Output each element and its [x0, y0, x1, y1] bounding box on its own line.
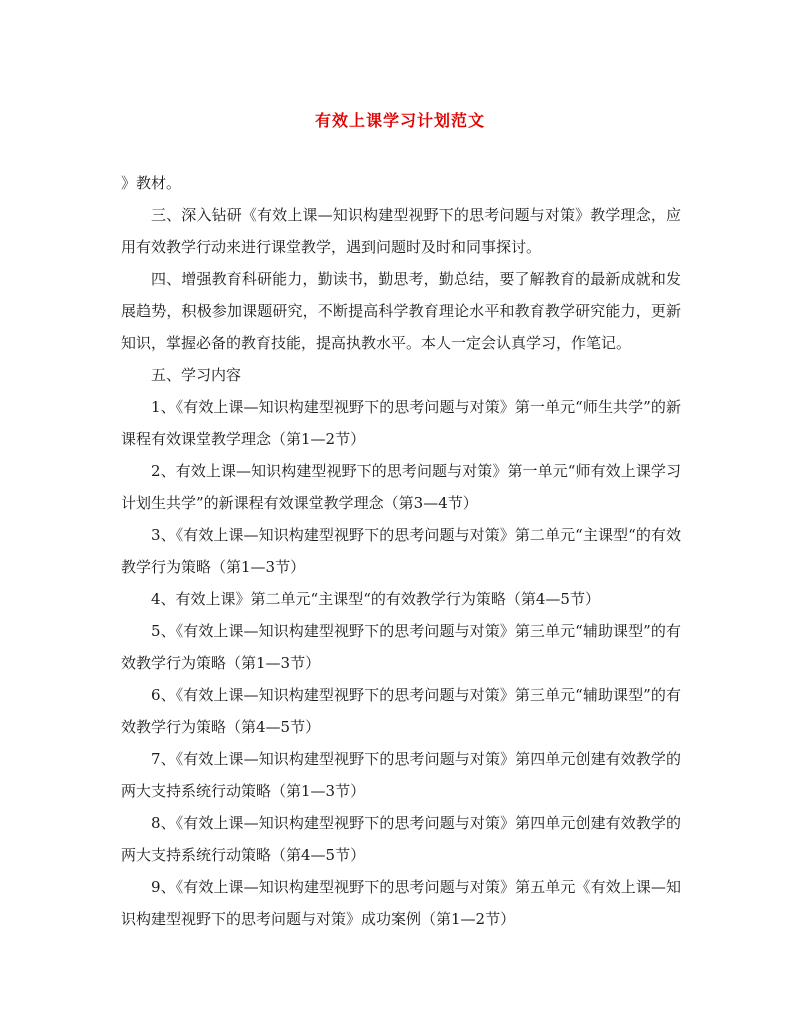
heading-section-5: 五、学习内容	[151, 366, 242, 384]
document-body	[121, 167, 681, 935]
list-item-3: 3、《有效上课—知识构建型视野下的思考问题与对策》第二单元“主课型“的有效教学行为策略（第1—3节）	[121, 526, 681, 576]
list-item-9: 9、《有效上课—知识构建型视野下的思考问题与对策》第五单元《有效上课—知识构建型视野下的思考问题与对策》成功案例（第1—2节）	[121, 878, 681, 928]
document-title: 有效上课学习计划范文	[314, 111, 485, 130]
paragraph-section-3: 三、深入钻研《有效上课—知识构建型视野下的思考问题与对策》教学理念，应用有效教学行动来进行课堂教学，遇到问题时及时和同事探讨。	[121, 206, 681, 256]
list-item-4: 4、有效上课》第二单元“主课型“的有效教学行为策略（第4—5节）	[151, 590, 600, 608]
list-item-2: 2、有效上课—知识构建型视野下的思考问题与对策》第一单元“师有效上课学习计划生共学”的新课程有效课堂教学理念（第3—4节）	[121, 462, 681, 512]
list-item-5: 5、《有效上课—知识构建型视野下的思考问题与对策》第三单元“辅助课型”的有效教学行为策略（第1—3节）	[121, 622, 681, 672]
paragraph-section-4: 四、增强教育科研能力，勤读书，勤思考，勤总结，要了解教育的最新成就和发展趋势，积极参加课题研究，不断提高科学教育理论水平和教育教学研究能力，更新知识，掌握必备的教育技能，提高执教水平。本人一定会认真学习，作笔记。	[121, 270, 681, 352]
list-item-6: 6、《有效上课—知识构建型视野下的思考问题与对策》第三单元“辅助课型”的有效教学行为策略（第4—5节）	[121, 686, 681, 736]
paragraph-continuation: 》教材。	[121, 174, 182, 192]
list-item-1: 1、《有效上课—知识构建型视野下的思考问题与对策》第一单元“师生共学”的新课程有效课堂教学理念（第1—2节）	[121, 398, 681, 448]
list-item-8: 8、《有效上课—知识构建型视野下的思考问题与对策》第四单元创建有效教学的两大支持系统行动策略（第4—5节）	[121, 814, 681, 864]
list-item-7: 7、《有效上课—知识构建型视野下的思考问题与对策》第四单元创建有效教学的两大支持系统行动策略（第1—3节）	[121, 750, 681, 800]
